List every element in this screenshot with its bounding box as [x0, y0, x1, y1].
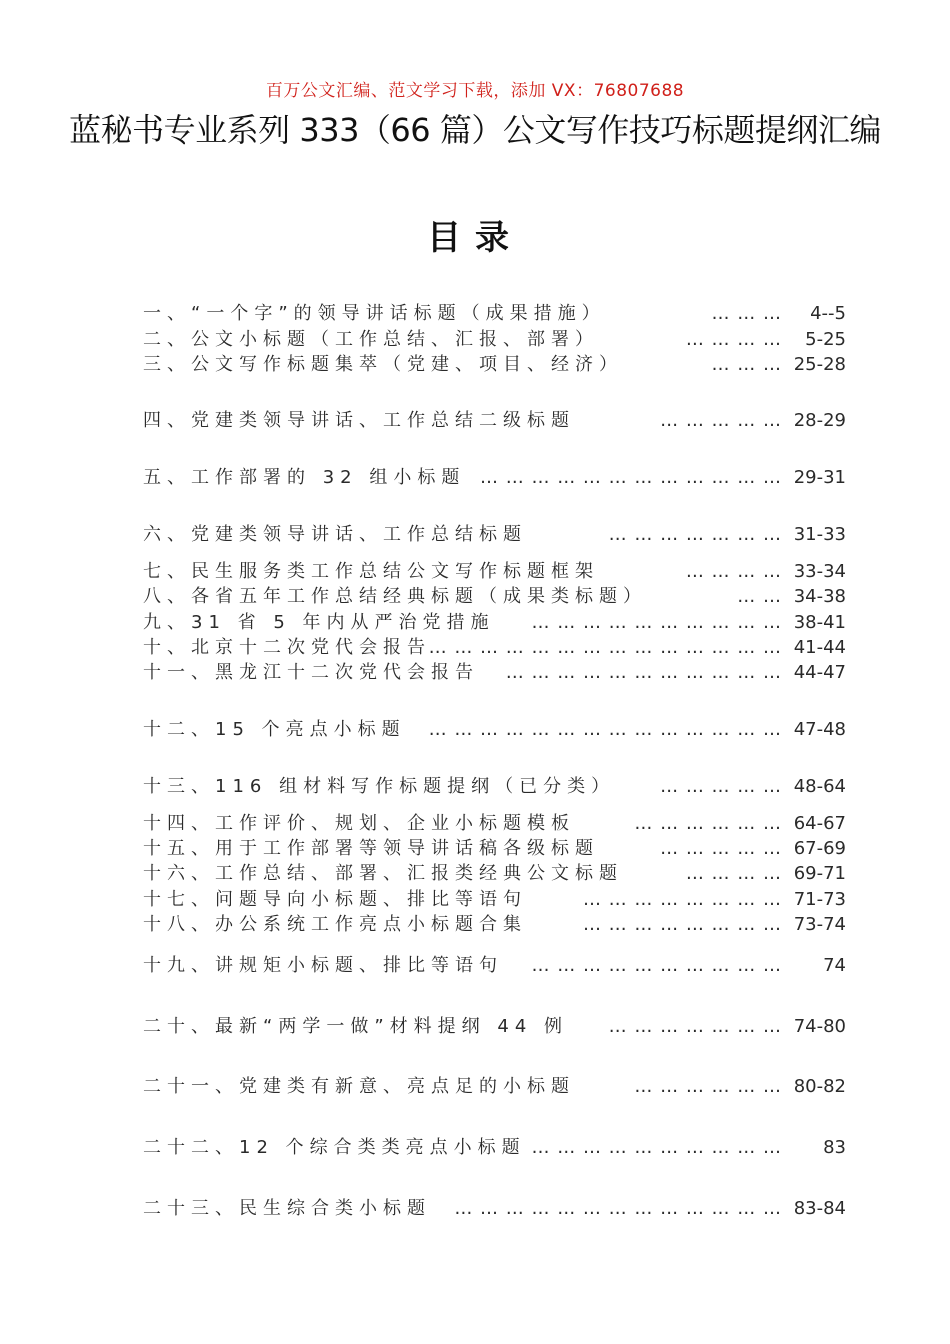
toc-entry-leader: … … … … [685, 561, 782, 582]
toc-heading: 目录 [427, 218, 523, 258]
toc-entry-label: 三、公文写作标题集萃（党建、项目、经济） [143, 354, 623, 375]
toc-entry-leader: … … … … … … … … … … … … … … [428, 719, 782, 740]
toc-entry-label: 十八、办公系统工作亮点小标题合集 [143, 914, 527, 935]
toc-entry-leader: … … … [711, 354, 782, 375]
toc-entry-label: 二十、最新“两学一做”材料提纲 44 例 [143, 1016, 568, 1037]
toc-entry-label: 二十三、民生综合类小标题 [143, 1198, 431, 1219]
toc-entry-label: 十二、15 个亮点小标题 [143, 719, 406, 740]
toc-entry-pages: 41-44 [793, 637, 846, 658]
toc-entry-pages: 64-67 [793, 813, 846, 834]
toc-entry[interactable] [143, 466, 846, 490]
toc-entry-label: 十七、问题导向小标题、排比等语句 [143, 889, 527, 910]
toc-entry-leader: … … … … … … … … … … [531, 1137, 782, 1158]
toc-entry[interactable] [143, 913, 846, 937]
document-title: 蓝秘书专业系列 333（66 篇）公文写作技巧标题提纲汇编 [69, 111, 881, 149]
toc-entry-leader: … … … … … … … … … … … [505, 662, 782, 683]
toc-entry[interactable] [143, 661, 846, 685]
toc-entry-label: 二十二、12 个综合类类亮点小标题 [143, 1137, 526, 1158]
toc-entry-pages: 47-48 [793, 719, 846, 740]
toc-entry-label: 五、工作部署的 32 组小标题 [143, 467, 466, 488]
toc-entry[interactable] [143, 775, 846, 799]
toc-entry-pages: 74 [823, 955, 846, 976]
toc-entry-label: 八、各省五年工作总结经典标题（成果类标题） [143, 586, 647, 607]
toc-entry-label: 一、“一个字”的领导讲话标题（成果措施） [143, 303, 606, 324]
toc-entry-leader: … … … … … … … … … … … … [480, 467, 782, 488]
toc-entry[interactable] [143, 1136, 846, 1160]
toc-entry-leader: … … … … … … … … … … [531, 612, 782, 633]
toc-entry-pages: 34-38 [793, 586, 846, 607]
toc-entry-pages: 44-47 [793, 662, 846, 683]
toc-entry-label: 十三、116 组材料写作标题提纲（已分类） [143, 776, 616, 797]
toc-entry-leader: … … … … … … … [608, 1016, 782, 1037]
toc-entry-pages: 31-33 [793, 524, 846, 545]
toc-entry-pages: 48-64 [793, 776, 846, 797]
toc-entry-pages: 71-73 [793, 889, 846, 910]
toc-entry-label: 二十一、党建类有新意、亮点足的小标题 [143, 1076, 575, 1097]
toc-entry-label: 十、北京十二次党代会报告 [143, 637, 431, 658]
toc-entry[interactable] [143, 302, 846, 326]
toc-entry-leader: … … [737, 586, 782, 607]
toc-entry-label: 十六、工作总结、部署、汇报类经典公文标题 [143, 863, 623, 884]
toc-entry-label: 九、31 省 5 年内从严治党措施 [143, 612, 495, 633]
toc-entry[interactable] [143, 888, 846, 912]
toc-entry-label: 十五、用于工作部署等领导讲话稿各级标题 [143, 838, 599, 859]
toc-entry-pages: 67-69 [793, 838, 846, 859]
toc-entry[interactable] [143, 585, 846, 609]
toc-entry[interactable] [143, 523, 846, 547]
toc-entry[interactable] [143, 328, 846, 352]
toc-entry-pages: 83 [823, 1137, 846, 1158]
toc-entry-pages: 29-31 [793, 467, 846, 488]
toc-entry[interactable] [143, 560, 846, 584]
toc-entry-label: 二、公文小标题（工作总结、汇报、部署） [143, 329, 599, 350]
toc-entry-pages: 25-28 [793, 354, 846, 375]
toc-entry-leader: … … … … … … … … … … … … … [454, 1198, 782, 1219]
toc-entry-leader: … … … … [685, 863, 782, 884]
toc-entry-pages: 69-71 [793, 863, 846, 884]
toc-entry-pages: 38-41 [793, 612, 846, 633]
toc-entry-leader: … … … … [685, 329, 782, 350]
toc-entry[interactable] [143, 1015, 846, 1039]
toc-entry-leader: … … … … … … [634, 813, 782, 834]
toc-entry[interactable] [143, 1197, 846, 1221]
toc-entry[interactable] [143, 954, 846, 978]
toc-entry[interactable] [143, 837, 846, 861]
toc-entry-label: 六、党建类领导讲话、工作总结标题 [143, 524, 527, 545]
toc-entry-leader: … … … … … [660, 838, 782, 859]
toc-entry[interactable] [143, 611, 846, 635]
toc-entry-leader: … … … … … … … … … … [531, 955, 782, 976]
toc-entry-pages: 28-29 [793, 410, 846, 431]
toc-entry[interactable] [143, 812, 846, 836]
toc-entry-leader: … … … … … … … … … … … … … … [428, 637, 782, 658]
toc-entry-pages: 80-82 [793, 1076, 846, 1097]
header-note: 百万公文汇编、范文学习下载，添加 VX：76807688 [265, 81, 685, 101]
toc-entry-leader: … … … … … … [634, 1076, 782, 1097]
toc-entry-leader: … … … [711, 303, 782, 324]
toc-entry-label: 四、党建类领导讲话、工作总结二级标题 [143, 410, 575, 431]
toc-entry-label: 十四、工作评价、规划、企业小标题模板 [143, 813, 575, 834]
toc-entry-leader: … … … … … … … … [582, 889, 782, 910]
toc-entry-label: 十一、黑龙江十二次党代会报告 [143, 662, 479, 683]
toc-entry-pages: 4--5 [810, 303, 846, 324]
toc-entry-label: 十九、讲规矩小标题、排比等语句 [143, 955, 503, 976]
toc-entry-pages: 5-25 [805, 329, 846, 350]
toc-entry-leader: … … … … … … … … [582, 914, 782, 935]
toc-entry[interactable] [143, 636, 846, 660]
toc-entry-pages: 83-84 [793, 1198, 846, 1219]
toc-entry[interactable] [143, 718, 846, 742]
toc-entry-pages: 73-74 [793, 914, 846, 935]
toc-entry-leader: … … … … … [660, 776, 782, 797]
toc-entry[interactable] [143, 409, 846, 433]
toc-entry-pages: 33-34 [793, 561, 846, 582]
toc-entry[interactable] [143, 862, 846, 886]
toc-entry-pages: 74-80 [793, 1016, 846, 1037]
toc-entry-leader: … … … … … [660, 410, 782, 431]
toc-entry-label: 七、民生服务类工作总结公文写作标题框架 [143, 561, 599, 582]
toc-entry-leader: … … … … … … … [608, 524, 782, 545]
toc-entry[interactable] [143, 353, 846, 377]
toc-entry[interactable] [143, 1075, 846, 1099]
